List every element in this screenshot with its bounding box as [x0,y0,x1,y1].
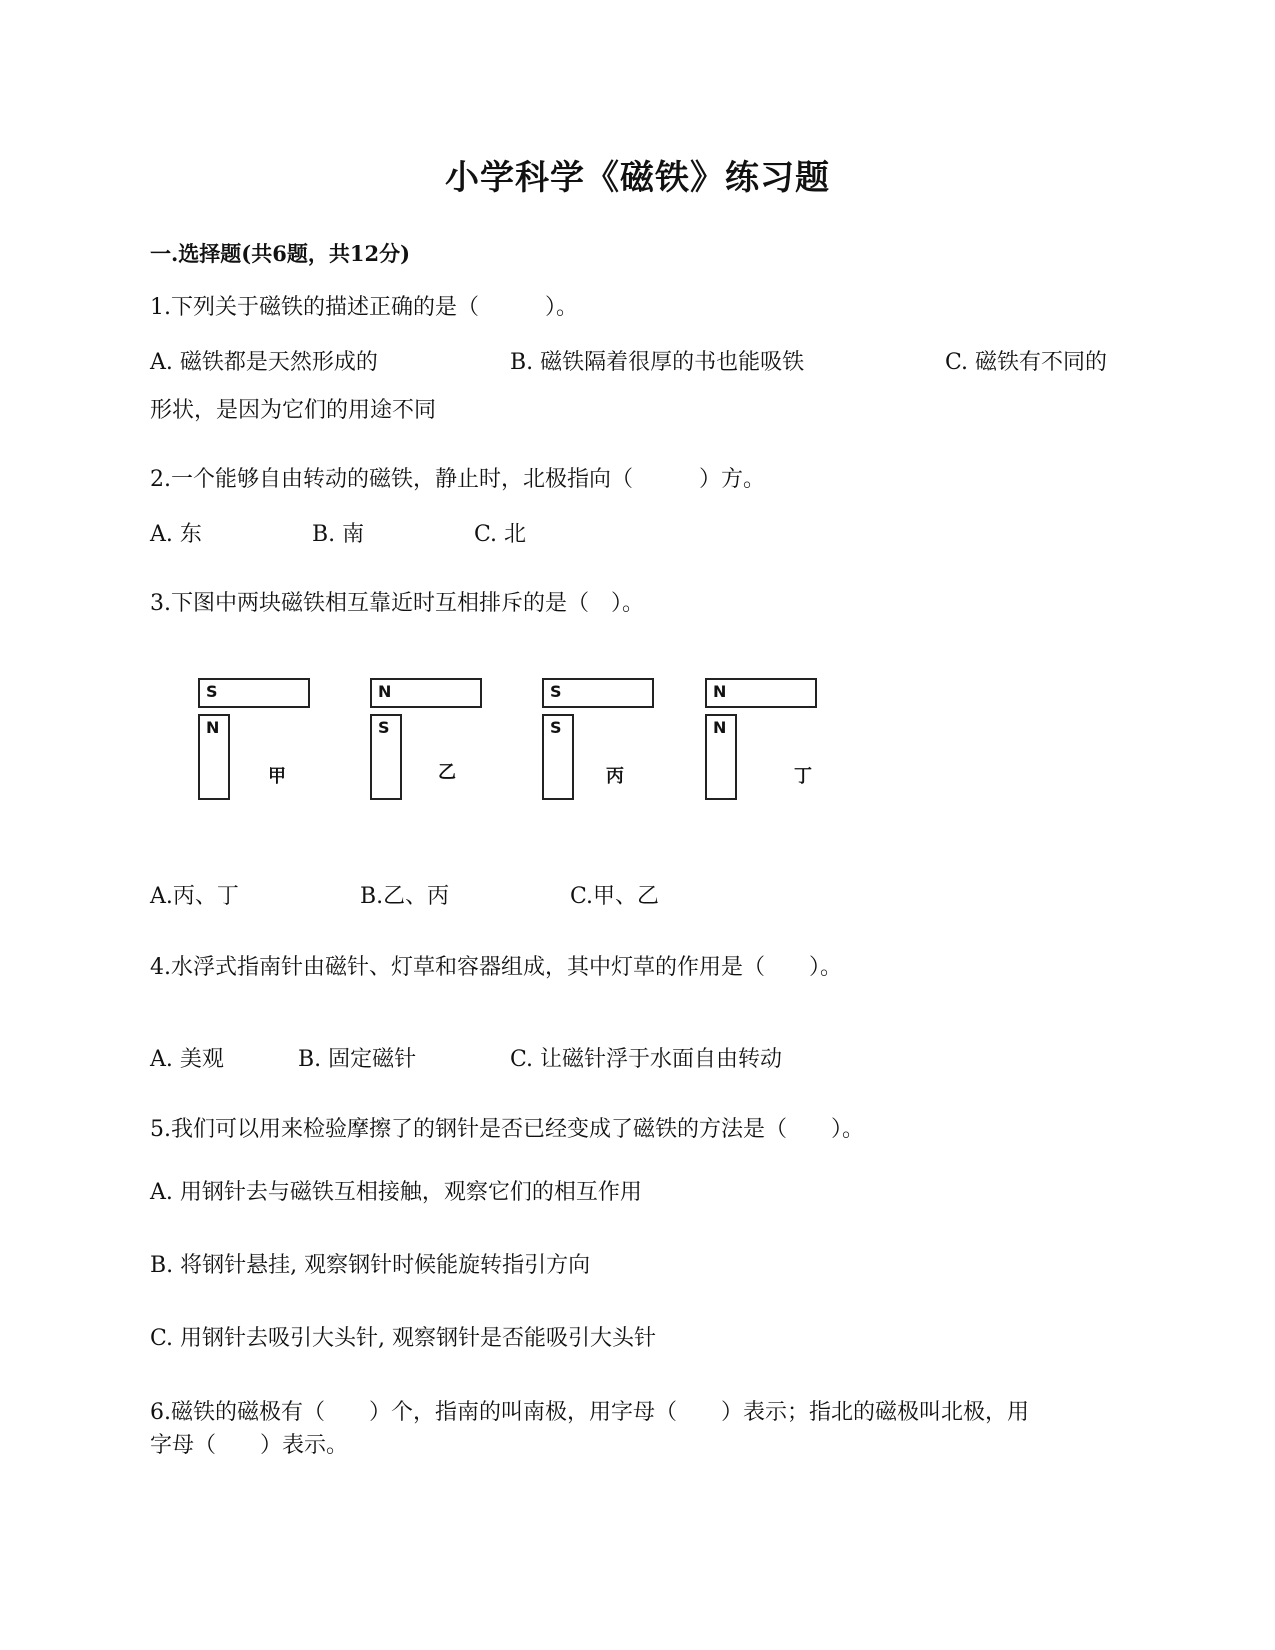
magnet-bing-vertical [542,714,574,800]
magnet-yi-top-pole: N [378,682,392,701]
question-2-option-a: A. 东 [150,522,202,547]
question-1-stem: 1.下列关于磁铁的描述正确的是（ ）。 [150,295,578,320]
question-2-option-c: C. 北 [474,522,527,547]
magnet-jia-top-pole: S [206,682,218,701]
question-4-option-c: C. 让磁针浮于水面自由转动 [510,1047,783,1072]
question-5-option-a: A. 用钢针去与磁铁互相接触，观察它们的相互作用 [150,1180,642,1205]
magnet-yi-horizontal [370,678,482,708]
magnet-ding-horizontal [705,678,817,708]
question-6-continuation: 字母（ ）表示。 [150,1433,349,1458]
figure-label-yi: 乙 [438,762,456,783]
section-heading: 一.选择题(共6题，共12分) [150,241,411,266]
question-5-stem: 5.我们可以用来检验摩擦了的钢针是否已经变成了磁铁的方法是（ ）。 [150,1117,864,1142]
magnet-bing-top-pole: S [550,682,562,701]
figure-label-jia: 甲 [268,766,286,787]
figure-label-bing: 丙 [606,766,624,787]
magnet-yi-bottom-pole: S [378,718,390,737]
magnet-bing-horizontal [542,678,654,708]
question-1-option-c: C. 磁铁有不同的 [945,350,1108,375]
magnet-ding-vertical [705,714,737,800]
question-1-option-c-continuation: 形状，是因为它们的用途不同 [150,398,437,423]
question-5-option-b: B. 将钢针悬挂, 观察钢针时候能旋转指引方向 [150,1253,591,1278]
magnet-ding-top-pole: N [713,682,727,701]
question-3-stem: 3.下图中两块磁铁相互靠近时互相排斥的是（ ）。 [150,591,644,616]
question-1-option-b: B. 磁铁隔着很厚的书也能吸铁 [510,350,805,375]
magnet-jia-bottom-pole: N [206,718,220,737]
page-title: 小学科学《磁铁》练习题 [445,158,830,198]
question-4-stem: 4.水浮式指南针由磁针、灯草和容器组成，其中灯草的作用是（ ）。 [150,955,842,980]
magnet-bing-bottom-pole: S [550,718,562,737]
figure-label-ding: 丁 [794,766,812,787]
question-5-option-c: C. 用钢针去吸引大头针, 观察钢针是否能吸引大头针 [150,1326,657,1351]
question-3-option-a: A.丙、丁 [150,884,239,909]
question-4-option-a: A. 美观 [150,1047,224,1072]
magnet-jia-horizontal [198,678,310,708]
question-4-option-b: B. 固定磁针 [298,1047,417,1072]
magnet-figure [190,678,830,818]
magnet-yi-vertical [370,714,402,800]
question-3-option-b: B.乙、丙 [360,884,450,909]
question-1-option-a: A. 磁铁都是天然形成的 [150,350,378,375]
magnet-jia-vertical [198,714,230,800]
magnet-ding-bottom-pole: N [713,718,727,737]
question-6-stem: 6.磁铁的磁极有（ ）个，指南的叫南极，用字母（ ）表示；指北的磁极叫北极，用 [150,1400,1029,1425]
question-2-stem: 2.一个能够自由转动的磁铁，静止时，北极指向（ ）方。 [150,467,765,492]
question-2-option-b: B. 南 [312,522,365,547]
question-3-option-c: C.甲、乙 [570,884,660,909]
